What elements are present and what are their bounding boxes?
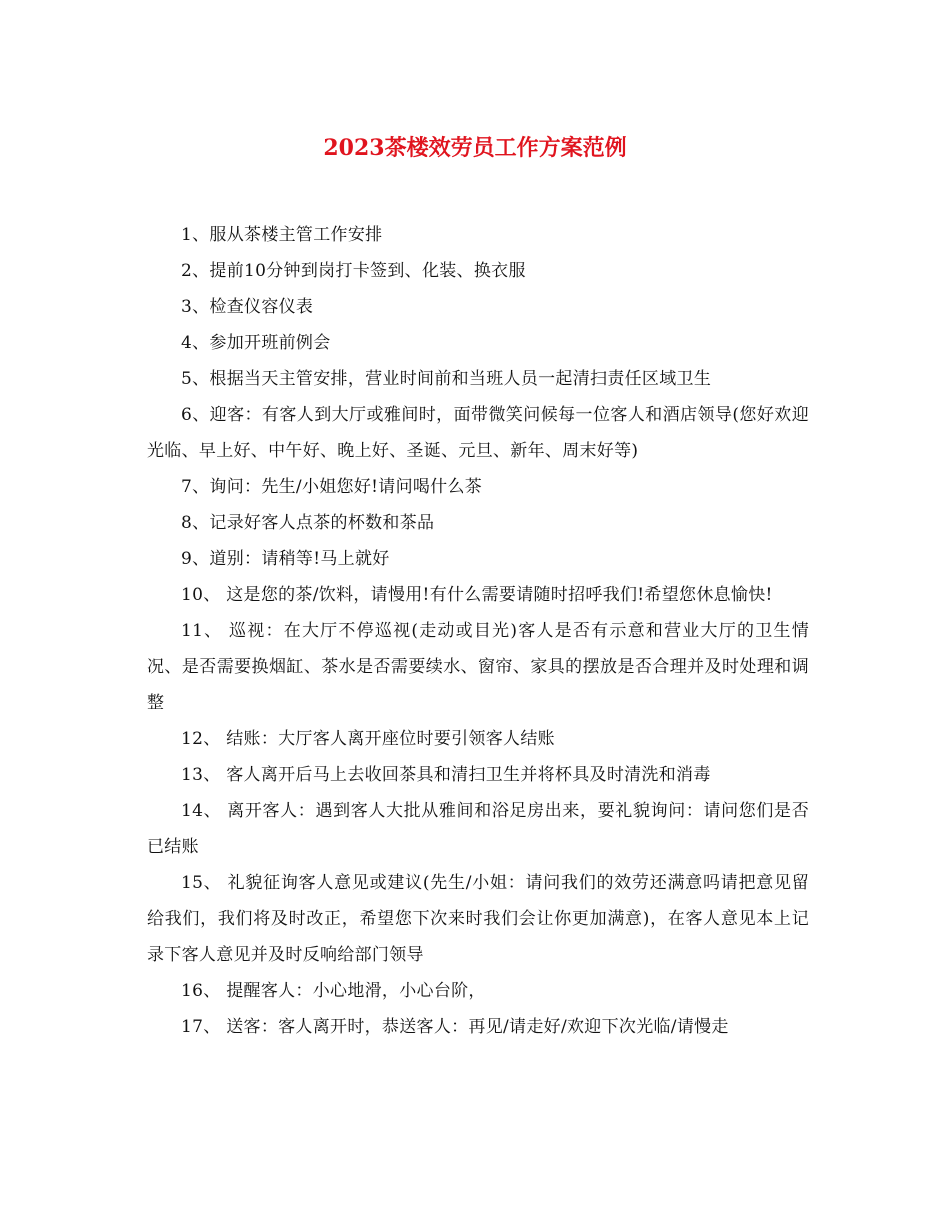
paragraph-15: 15、 礼貌征询客人意见或建议(先生/小姐：请问我们的效劳还满意吗请把意见留给我们，我们将及时改正，希望您下次来时我们会让你更加满意)，在客人意见本上记录下客人意见并及时反响给部门领导 — [147, 873, 809, 965]
paragraph-4: 4、参加开班前例会 — [181, 333, 331, 353]
paragraph-1: 1、服从茶楼主管工作安排 — [181, 225, 383, 245]
paragraph-10: 10、 这是您的茶/饮料，请慢用!有什么需要请随时招呼我们!希望您休息愉快! — [181, 585, 773, 605]
paragraph-14: 14、 离开客人：遇到客人大批从雅间和浴足房出来，要礼貌询问：请问您们是否已结账 — [147, 801, 809, 857]
paragraph-2: 2、提前10分钟到岗打卡签到、化装、换衣服 — [181, 261, 526, 281]
paragraph-3: 3、检查仪容仪表 — [181, 297, 314, 317]
document-body — [147, 217, 809, 1045]
paragraph-6: 6、迎客：有客人到大厅或雅间时，面带微笑问候每一位客人和酒店领导(您好欢迎光临、早上好、中午好、晚上好、圣诞、元旦、新年、周末好等) — [147, 405, 809, 461]
paragraph-17: 17、 送客：客人离开时，恭送客人：再见/请走好/欢迎下次光临/请慢走 — [181, 1017, 729, 1037]
paragraph-12: 12、 结账：大厅客人离开座位时要引领客人结账 — [181, 729, 555, 749]
document-title: 2023茶楼效劳员工作方案范例 — [323, 135, 627, 161]
paragraph-7: 7、询问：先生/小姐您好!请问喝什么茶 — [181, 477, 483, 497]
paragraph-9: 9、道别：请稍等!马上就好 — [181, 549, 390, 569]
paragraph-16: 16、 提醒客人：小心地滑，小心台阶， — [181, 981, 486, 1001]
paragraph-11: 11、 巡视：在大厅不停巡视(走动或目光)客人是否有示意和营业大厅的卫生情况、是否需要换烟缸、茶水是否需要续水、窗帘、家具的摆放是否合理并及时处理和调整 — [147, 621, 809, 713]
paragraph-13: 13、 客人离开后马上去收回茶具和清扫卫生并将杯具及时清洗和消毒 — [181, 765, 711, 785]
paragraph-8: 8、记录好客人点茶的杯数和茶品 — [181, 513, 435, 533]
paragraph-5: 5、根据当天主管安排，营业时间前和当班人员一起清扫责任区域卫生 — [181, 369, 712, 389]
